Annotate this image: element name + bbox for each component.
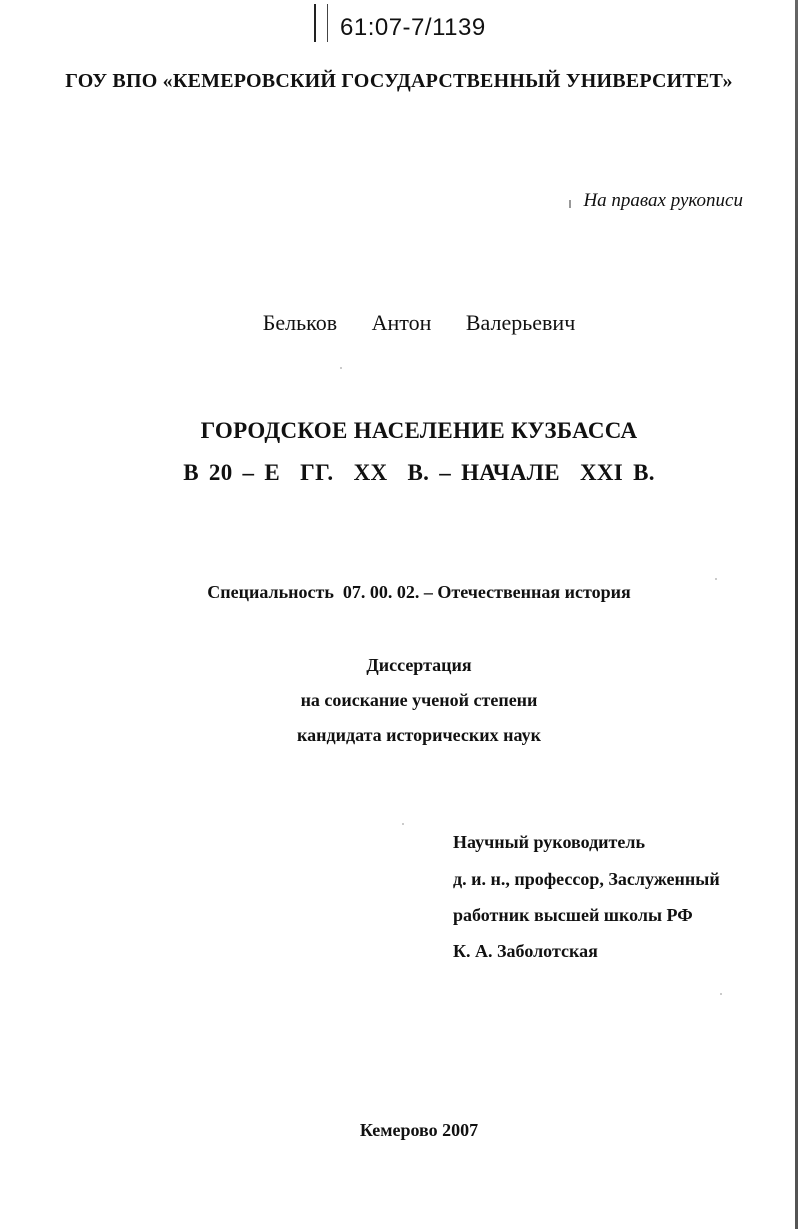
advisor-title: работник высшей школы РФ xyxy=(453,905,693,925)
thesis-title-line-2: В 20 – Е ГГ. ХХ В. – НАЧАЛЕ ХХI В. xyxy=(183,460,655,485)
university-header: ГОУ ВПО «КЕМЕРОВСКИЙ ГОСУДАРСТВЕННЫЙ УНИВЕРСИТЕТ» xyxy=(65,70,733,92)
library-stamp-number: 61:07-7/1139 xyxy=(340,14,486,41)
author-name: Бельков Антон Валерьевич xyxy=(262,310,576,335)
specialty: Специальность 07. 00. 02. – Отечественная история xyxy=(207,582,631,602)
manuscript-note: На правах рукописи xyxy=(583,190,743,211)
scan-speck xyxy=(402,823,404,825)
advisor-label: Научный руководитель xyxy=(453,832,645,852)
degree-purpose: на соискание ученой степени xyxy=(300,690,538,710)
stamp-frame-line xyxy=(327,4,328,42)
degree-name: кандидата исторических наук xyxy=(297,725,541,745)
advisor-name: К. А. Заболотская xyxy=(453,941,598,961)
scan-speck xyxy=(715,578,717,580)
thesis-title-line-1: ГОРОДСКОЕ НАСЕЛЕНИЕ КУЗБАССА xyxy=(200,418,638,443)
scan-speck xyxy=(340,367,342,369)
city-year: Кемерово 2007 xyxy=(359,1120,479,1140)
stamp-frame-line xyxy=(314,4,316,42)
scan-mark xyxy=(569,200,571,208)
scan-speck xyxy=(720,993,722,995)
dissertation-label: Диссертация xyxy=(366,655,472,675)
advisor-credentials: д. и. н., профессор, Заслуженный xyxy=(453,869,720,889)
